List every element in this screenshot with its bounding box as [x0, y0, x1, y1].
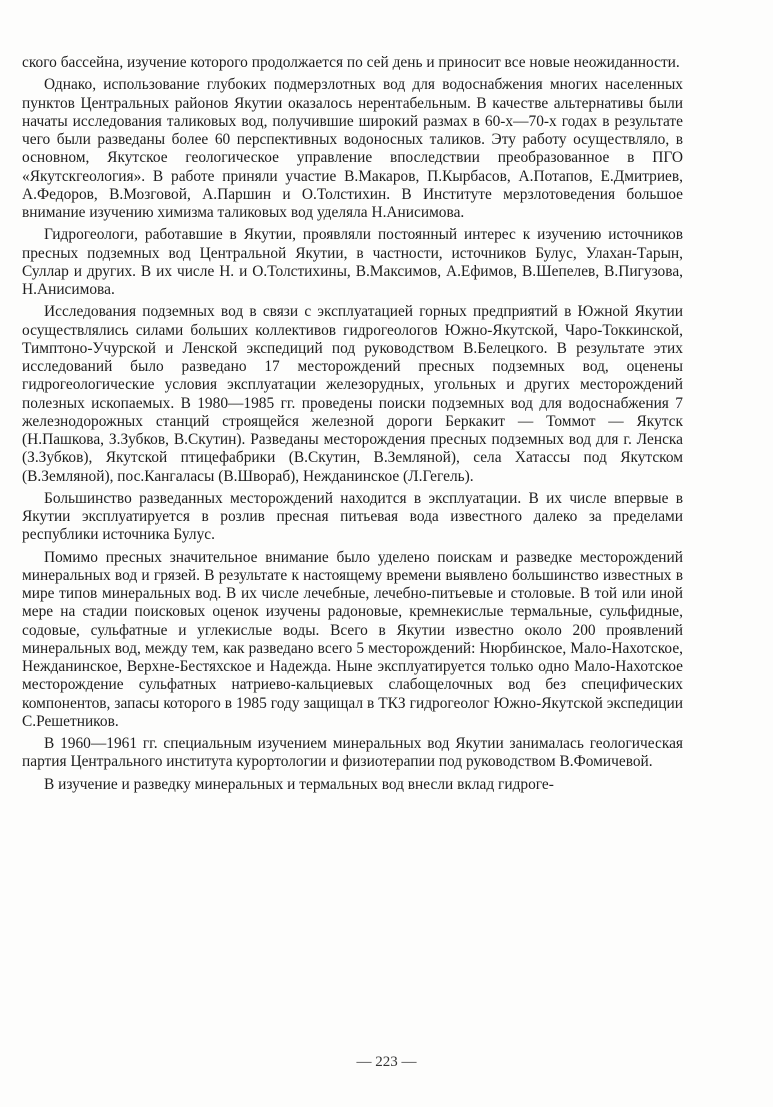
paragraph-south-yakutia: Исследования подземных вод в связи с эксплуатацией горных предприятий в Южной Якутии осуществлялись силами больших коллективов гидрогеологов Южно-Якутской, Чаро-Токкинской, Тимптоно-Учурской и Ленской экспедиций под руководством В.Белецкого. В результате этих исследований было разведано 17 месторождений пресных подземных вод, оценены гидрогеологические условия эксплуатации железорудных, угольных и других месторождений полезных ископаемых. В 1980—1985 гг. проведены поиски подземных вод для водоснабжения 7 железнодорожных станций строящейся железной дороги Беркакит — Томмот — Якутск (Н.Пашкова, З.Зубков, В.Скутин). Разведаны месторождения пресных подземных вод для г. Ленска (З.Зубков), Якутской птицефабрики (В.Скутин, В.Земляной), села Хатассы под Якутском (В.Земляной), пос.Кангаласы (В.Швораб), Нежданинское (Л.Гегель). [22, 303, 683, 485]
body-text [22, 54, 683, 798]
paragraph-1960s: В 1960—1961 гг. специальным изучением минеральных вод Якутии занималась геологическая партия Центрального института курортологии и физиотерапии под руководством В.Фомичевой. [22, 735, 683, 771]
paragraph-springs: Гидрогеологи, работавшие в Якутии, проявляли постоянный интерес к изучению источников пресных подземных вод Центральной Якутии, в частности, источников Булус, Улахан-Тарын, Суллар и других. В их числе Н. и О.Толстихины, В.Максимов, А.Ефимов, В.Шепелев, В.Пигузова, Н.Анисимова. [22, 226, 683, 298]
paragraph-mineral-waters: Помимо пресных значительное внимание было уделено поискам и разведке месторождений минеральных вод и грязей. В результате к настоящему времени выявлено большинство известных в мире типов минеральных вод. В их числе лечебные, лечебно-питьевые и столовые. В той или иной мере на стадии поисковых оценок изучены радоновые, кремнекислые термальные, сульфидные, содовые, сульфатные и углекислые воды. Всего в Якутии известно около 200 проявлений минеральных вод, между тем, как разведано всего 5 месторождений: Нюрбинское, Мало-Нахотское, Нежданинское, Верхне-Бестяхское и Надежда. Ныне эксплуатируется только одно Мало-Нахотское месторождение сульфатных натриево-кальциевых слабощелочных вод без специфических компонентов, запасы которого в 1985 году защищал в ТКЗ гидрогеолог Южно-Якутской экспедиции С.Решетников. [22, 548, 683, 730]
paragraph-exploitation: Большинство разведанных месторождений находится в эксплуатации. В их числе впервые в Якутии эксплуатируется в розлив пресная питьевая вода известного далеко за пределами республики источника Булус. [22, 489, 683, 544]
paragraph-taliks: Однако, использование глубоких подмерзлотных вод для водоснабжения многих населенных пунктов Центральных районов Якутии оказалось нерентабельным. В качестве альтернативы были начаты исследования таликовых вод, получившие широкий размах в 60-х—70-х годах в результате чего были разведаны более 60 перспективных водоносных таликов. Эту работу осуществляло, в основном, Якутское геологическое управление впоследствии преобразованное в ПГО «Якутскгеология». В работе приняли участие В.Макаров, П.Кырбасов, А.Потапов, Е.Дмитриев, А.Федоров, В.Мозговой, А.Паршин и О.Толстихин. В Институте мерзлотоведения большое внимание изучению химизма таликовых вод уделяла Н.Анисимова. [22, 76, 683, 221]
paragraph-final: В изучение и разведку минеральных и термальных вод внесли вклад гидроге- [44, 775, 554, 793]
paragraph-continuation: ского бассейна, изучение которого продолжается по сей день и приносит все новые неожиданности. [22, 54, 680, 71]
page-number: — 223 — [356, 1054, 417, 1070]
